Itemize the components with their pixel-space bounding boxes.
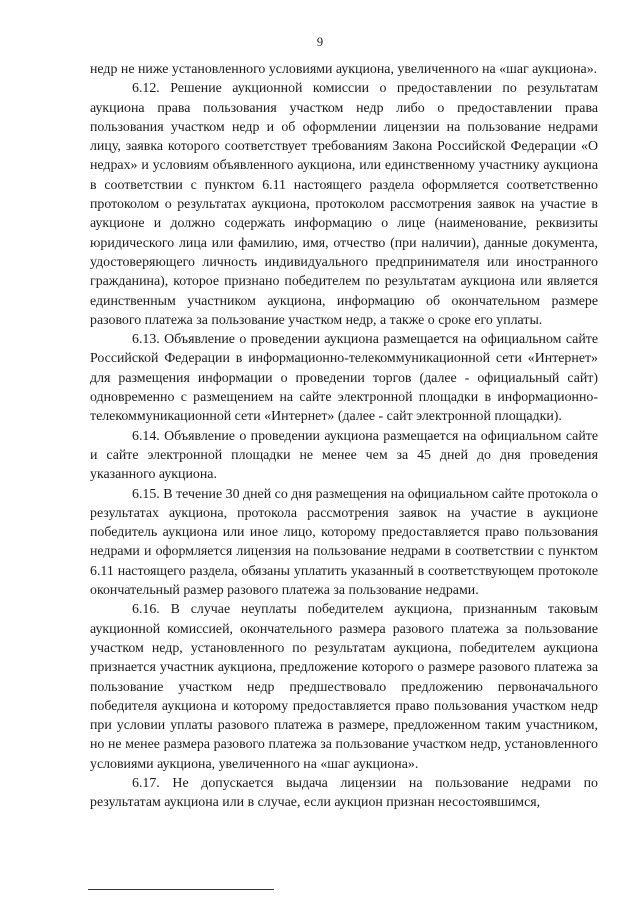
paragraph-6-15: 6.15. В течение 30 дней со дня размещения на официальном сайте протокола о результатах аукциона, протокола рассмотрения заявок на участие в аукционе победитель аукциона или иное лицо, которому предоставляется право пользования недрами и оформляется лицензия на пользование недрами в соответствии с пунктом 6.11 настоящего раздела, обязаны уплатить указанный в соответствующем протоколе окончательный размер разового платежа за пользование недрами. <box>90 486 598 599</box>
paragraph-6-12: 6.12. Решение аукционной комиссии о предоставлении по результатам аукциона права пользования участком недр либо о предоставлении права пользования участком недр и об оформлении лицензии на пользование недрами лицу, заявка которого соответствует требованиям Закона Российской Федерации «О недрах» и условиям объявленного аукциона, или единственному участнику аукциона в соответствии с пунктом 6.11 настоящего раздела оформляется соответственно протоколом о результатах аукциона, протоколом рассмотрения заявок на участие в аукционе и должно содержать информацию о лице (наименование, реквизиты юридического лица или фамилию, имя, отчество (при наличии), данные документа, удостоверяющего личность индивидуального предпринимателя или иностранного гражданина), которое признано победителем по результатам аукциона или является единственным участником аукциона, информацию об окончательном размере разового платежа за пользование участком недр, а также о сроке его уплаты. <box>90 81 598 328</box>
paragraph-6-14: 6.14. Объявление о проведении аукциона размещается на официальном сайте и сайте электронной площадки не менее чем за 45 дней до дня проведения указанного аукциона. <box>90 428 598 483</box>
paragraph-6-13: 6.13. Объявление о проведении аукциона размещается на официальном сайте Российской Федерации в информационно-телекоммуникационной сети «Интернет» для размещения информации о проведении торгов (далее - официальный сайт) одновременно с размещением на сайте электронной площадки в информационно-телекоммуникационной сети «Интернет» (далее - сайт электронной площадки). <box>90 332 598 425</box>
paragraph-continuation: недр не ниже установленного условиями аукциона, увеличенного на «шаг аукциона». <box>90 62 598 77</box>
paragraph-6-17: 6.17. Не допускается выдача лицензии на пользование недрами по результатам аукциона или в случае, если аукцион признан несостоявшимся, <box>90 775 598 811</box>
page-number: 9 <box>316 35 324 49</box>
paragraph-6-16: 6.16. В случае неуплаты победителем аукциона, признанным таковым аукционной комиссией, окончательного размера разового платежа за пользование участком недр, установленного по результатам аукциона, победителем аукциона признается участник аукциона, предложение которого о размере разового платежа за пользование участком недр предшествовало предложению первоначального победителя аукциона и которому предоставляется право пользования участком недр при условии уплаты разового платежа в размере, предложенном таким участником, но не менее размера разового платежа за пользование участком недр, установленного условиями аукциона, увеличенного на «шаг аукциона». <box>90 602 598 772</box>
footer-rule <box>88 889 274 890</box>
document-body <box>90 60 598 813</box>
